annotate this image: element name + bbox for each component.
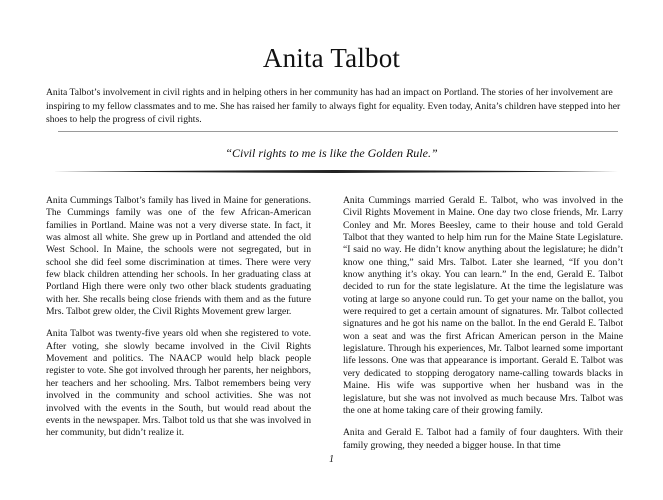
body-paragraph: Anita Cummings Talbot’s family has lived in Maine for generations. The Cummings family was one of the few African-American families in Portland. Maine was not a very diverse state. In fact, it was almost all white. She grew up in Portland and attended the old West School. In Maine, the schools were not segregated, but in school she did feel some discrimination at times. There were very few black children attending her schools. In her graduating class at Portland High there were only two other black students graduating with her. She recalls being close friends with them and as the future Mrs. Talbot grew older, the Civil Rights Movement grew larger.: [46, 195, 311, 318]
tapered-divider: [52, 170, 618, 173]
page-number: 1: [329, 454, 334, 465]
body-paragraph: Anita Cummings married Gerald E. Talbot, who was involved in the Civil Rights Movement in Maine. One day two close friends, Mr. Larry Conley and Mr. Mores Beesley, came to their house and told Gerald Talbot that they wanted to help him run for the Maine State Legislature. “I said no way. He didn’t know anything about the legislature; he didn’t know one thing,” said Mrs. Talbot. Later she learned, “If you don’t know anything it’s okay. You can learn.” In the end, Gerald E. Talbot decided to run for the state legislature. At the time the legislature was voting at large so anyone could run. To get your name on the ballot, you were required to get a certain amount of signatures. Mr. Talbot collected signatures and he got his name on the ballot. In the end Gerald E. Talbot won a seat and was the first African American person in the Maine legislature. Through his experiences, Mr. Talbot learned some important life lessons. One was that appearance is important. Gerald E. Talbot was very dedicated to stopping derogatory name-calling towards blacks in Maine. His wife was supportive when her husband was in the legislature, but she was not involved as much because Mrs. Talbot was the one at home taking care of their growing family.: [343, 195, 623, 416]
right-column: [343, 195, 623, 462]
body-paragraph: Anita and Gerald E. Talbot had a family of four daughters. With their family growing, they needed a bigger house. In that time: [343, 427, 623, 451]
page-title: Anita Talbot: [262, 43, 401, 73]
thin-divider: [58, 131, 618, 132]
left-column: [46, 195, 311, 450]
intro-paragraph: Anita Talbot’s involvement in civil rights and in helping others in her community has had an impact on Portland. The stories of her involvement are inspiring to my fellow classmates and to me. She has raised her family to always fight for equality. Even today, Anita’s children have stepped into her shoes to help the progress of civil rights.: [46, 87, 621, 126]
pull-quote: “Civil rights to me is like the Golden Rule.”: [225, 146, 438, 160]
body-paragraph: Anita Talbot was twenty-five years old when she registered to vote. After voting, she slowly became involved in the Civil Rights Movement and politics. The NAACP would help black people register to vote. She got involved through her parents, her neighbors, her teachers and her schooling. Mrs. Talbot remembers being very involved in the community and school activities. She was not involved with the events in the South, but would read about the events in the newspaper. Mrs. Talbot told us that she was involved in her community, but didn’t realize it.: [46, 328, 311, 439]
